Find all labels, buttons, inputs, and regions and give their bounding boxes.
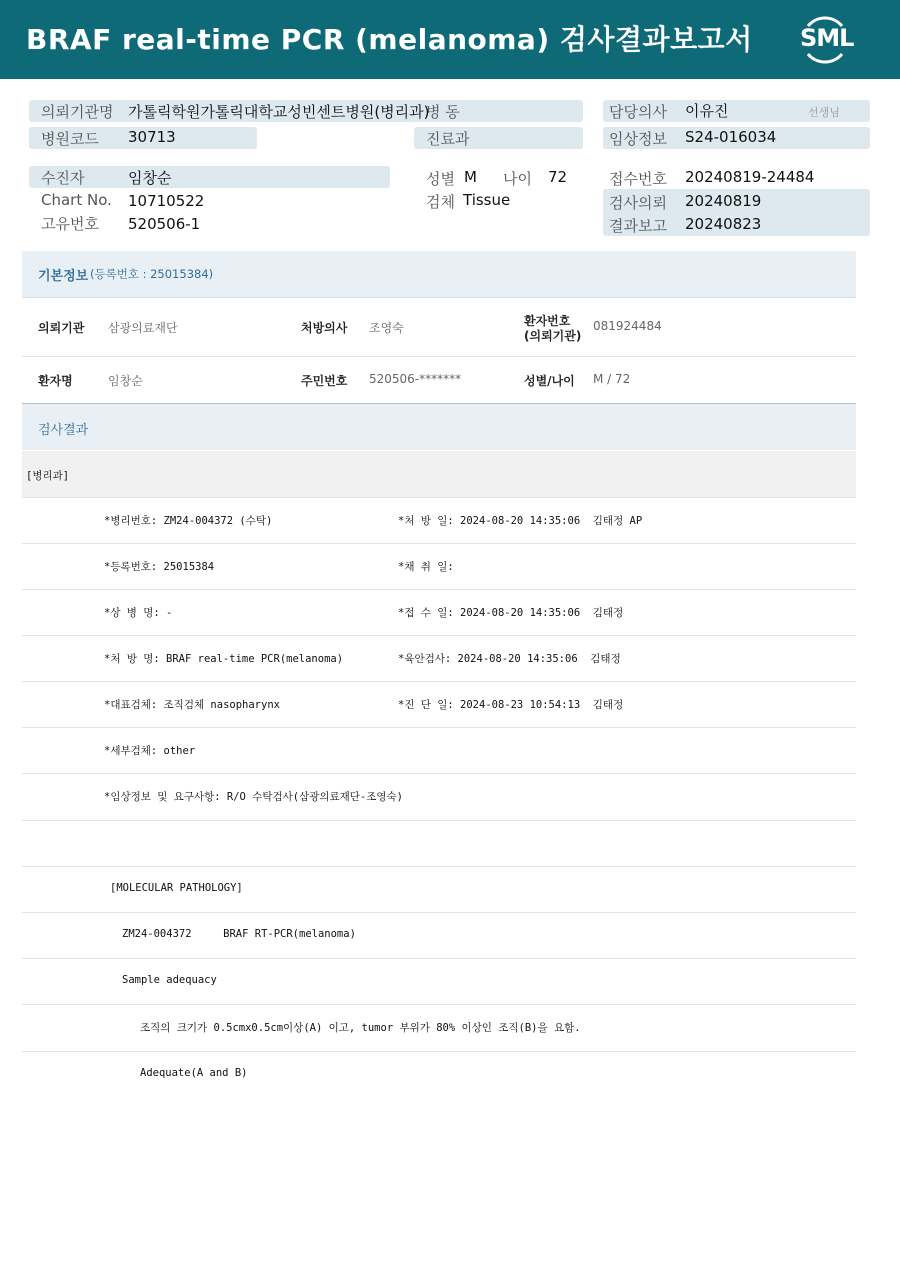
result-date-label: 결과보고 xyxy=(609,217,667,235)
doctor-suffix: 선생님 xyxy=(808,106,840,119)
result-line-left: *등록번호: 25015384 xyxy=(104,561,215,573)
molecular-header: [MOLECULAR PATHOLOGY] xyxy=(110,882,243,894)
basic-info-regno: (등록번호 : 25015384) xyxy=(90,267,214,281)
chart-no-label: Chart No. xyxy=(41,191,112,209)
adequacy-desc: 조직의 크기가 0.5cmx0.5cm이상(A) 이고, tumor 부위가 80% 이상인 조직(B)을 요함. xyxy=(140,1022,581,1034)
basic-org-label: 의뢰기관 xyxy=(38,321,85,335)
basic-patient-no-label-1: 환자번호 xyxy=(524,314,571,328)
basic-prescriber-value: 조영숙 xyxy=(369,321,404,335)
receipt-no-value: 20240819-24484 xyxy=(685,168,815,186)
adequacy-label: Sample adequacy xyxy=(122,974,217,986)
result-line-right: *진 단 일: 2024-08-23 10:54:13 김태정 xyxy=(398,699,624,711)
report-title: BRAF real-time PCR (melanoma) 검사결과보고서 xyxy=(26,23,753,56)
sml-logo xyxy=(796,12,854,66)
patient-value: 임창순 xyxy=(128,169,172,187)
doctor-label: 담당의사 xyxy=(609,103,667,121)
result-line-left: *세부검체: other xyxy=(104,745,196,757)
adequacy-label-row xyxy=(22,959,856,1005)
result-line-left: *임상정보 및 요구사항: R/O 수탁검사(삼광의료재단-조영숙) xyxy=(104,791,404,803)
basic-sex-age-value: M / 72 xyxy=(593,372,631,386)
results-dept-row xyxy=(22,451,856,498)
unique-no-value: 520506-1 xyxy=(128,215,201,233)
result-line-left: *처 방 명: BRAF real-time PCR(melanoma) xyxy=(104,653,344,665)
adequacy-desc-row xyxy=(22,1005,856,1052)
basic-row-1 xyxy=(22,298,856,357)
org-value: 가톨릭학원가톨릭대학교성빈센트병원(병리과) xyxy=(128,103,430,121)
basic-rrn-value: 520506-******* xyxy=(369,372,462,386)
result-line-right: *접 수 일: 2024-08-20 14:35:06 김태정 xyxy=(398,607,624,619)
specimen-value: Tissue xyxy=(463,191,511,209)
logo-text: SML xyxy=(800,24,854,52)
unique-no-label: 고유번호 xyxy=(41,215,99,233)
result-line xyxy=(22,774,856,821)
doctor-value: 이유진 xyxy=(685,102,729,120)
molecular-line: ZM24-004372 BRAF RT-PCR(melanoma) xyxy=(122,928,356,940)
result-line xyxy=(22,682,856,728)
basic-patient-no-value: 081924484 xyxy=(593,319,662,333)
result-line-right: *육안검사: 2024-08-20 14:35:06 김태정 xyxy=(398,653,621,665)
basic-patient-no-label-2: (의뢰기관) xyxy=(524,329,582,343)
molecular-header-row xyxy=(22,867,856,913)
patient-label: 수진자 xyxy=(41,169,85,187)
department-label: 진료과 xyxy=(426,130,470,148)
molecular-line-row xyxy=(22,913,856,959)
results-title: 검사결과 xyxy=(38,423,89,438)
result-line xyxy=(22,636,856,682)
basic-row-2 xyxy=(22,357,856,404)
basic-org-value: 삼광의료재단 xyxy=(108,321,178,335)
result-blank-row xyxy=(22,821,856,867)
result-line-right: *채 취 일: xyxy=(398,561,454,573)
clinical-info-label: 임상정보 xyxy=(609,130,667,148)
basic-rrn-label: 주민번호 xyxy=(301,374,348,388)
basic-info-header xyxy=(22,251,856,298)
adequacy-result: Adequate(A and B) xyxy=(140,1067,248,1079)
basic-patient-name-value: 임창순 xyxy=(108,374,143,388)
adequacy-result-row xyxy=(22,1052,856,1097)
sex-label: 성별 xyxy=(426,170,455,188)
result-line xyxy=(22,498,856,544)
results-header xyxy=(22,404,856,450)
request-date-label: 검사의뢰 xyxy=(609,194,667,212)
result-line-right: *처 방 일: 2024-08-20 14:35:06 김태정 AP xyxy=(398,515,643,527)
basic-sex-age-label: 성별/나이 xyxy=(524,374,575,388)
age-value: 72 xyxy=(548,168,568,186)
result-line xyxy=(22,728,856,774)
result-line xyxy=(22,590,856,636)
age-label: 나이 xyxy=(503,170,532,188)
chart-no-value: 10710522 xyxy=(128,192,205,210)
result-line-left: *상 병 명: - xyxy=(104,607,173,619)
result-line xyxy=(22,544,856,590)
sex-value: M xyxy=(464,168,477,186)
hospital-code-value: 30713 xyxy=(128,128,176,146)
specimen-label: 검체 xyxy=(426,193,455,211)
basic-prescriber-label: 처방의사 xyxy=(301,321,348,335)
result-date-value: 20240823 xyxy=(685,215,762,233)
result-line-left: *대표검체: 조직검체 nasopharynx xyxy=(104,699,280,711)
result-line-left: *병리번호: ZM24-004372 (수탁) xyxy=(104,515,273,527)
hospital-code-label: 병원코드 xyxy=(41,130,99,148)
basic-info-title: 기본정보 xyxy=(38,269,89,284)
org-label: 의뢰기관명 xyxy=(41,103,114,121)
receipt-no-label: 접수번호 xyxy=(609,170,667,188)
request-date-value: 20240819 xyxy=(685,192,762,210)
ward-label: 병 동 xyxy=(426,103,460,121)
results-dept-line: [병리과] xyxy=(26,470,70,482)
report-header xyxy=(0,0,900,79)
basic-patient-name-label: 환자명 xyxy=(38,374,73,388)
clinical-info-value: S24-016034 xyxy=(685,128,777,146)
